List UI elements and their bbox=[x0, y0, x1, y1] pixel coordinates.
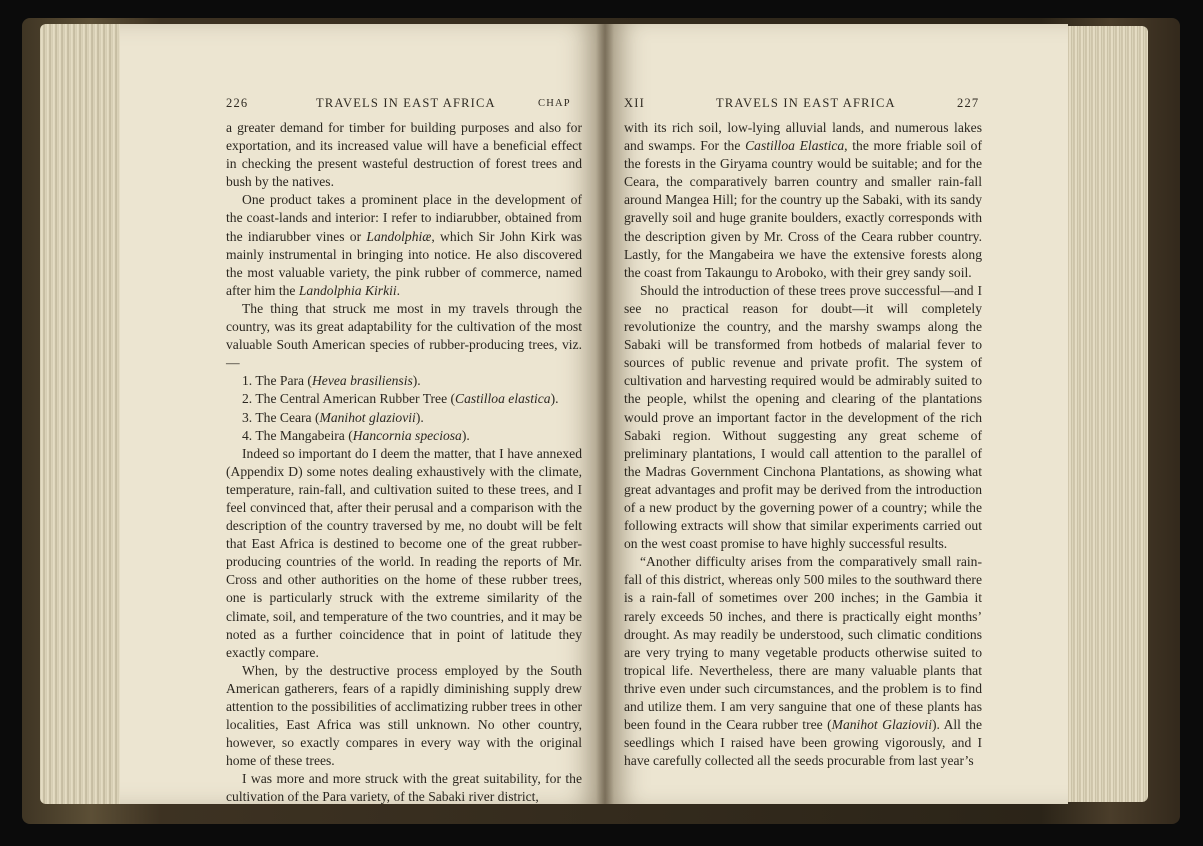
text-run: ). bbox=[461, 427, 470, 443]
right-page bbox=[606, 24, 1068, 804]
paragraph bbox=[226, 662, 582, 771]
paragraph bbox=[624, 282, 982, 553]
italic-term: Landolphiæ bbox=[366, 228, 432, 244]
book-gutter bbox=[596, 24, 614, 804]
right-running-title: TRAVELS IN EAST AFRICA bbox=[716, 96, 896, 110]
italic-term: Castilloa elastica bbox=[455, 391, 551, 407]
italic-term: Manihot glaziovii bbox=[319, 409, 416, 425]
text-run: ). bbox=[412, 373, 421, 389]
paragraph bbox=[226, 191, 582, 300]
text-run: ). bbox=[415, 409, 424, 425]
text-run: I was more and more struck with the great suitability, for the cultivation of the Para variety, of the Sabaki river district, bbox=[226, 771, 582, 804]
text-run: 2. The Central American Rubber Tree ( bbox=[242, 391, 456, 407]
list-item bbox=[226, 427, 582, 445]
text-run: with its rich soil, low-lying alluvial lands, and numerous lakes and swamps. For the bbox=[624, 120, 982, 154]
paragraph bbox=[226, 119, 582, 191]
italic-term: Castilloa Elastica bbox=[745, 138, 845, 154]
text-run: Should the introduction of these trees prove successful—and I see no practical reason for doubt—it will completely revolutionize the country, and the marshy swamps along the Sabaki will be transformed from hotbeds of malarial fever to sources of public revenue and private profit. The system of cultivation and harvesting required would be admirably suited to the people, whilst the opening and clearing of the plantations would prove an important factor in the development of the rich Sabaki region. Without suggesting any great scheme of preliminary plantations, I would call attention to the parallel of the Madras Government Cinchona Plantations, as showing what great advantages and profit may be derived from the introduction of a new product by the governing power of a country; while the following extracts will show that similar experiments carried out on the west coast promise to have highly successful results. bbox=[624, 282, 982, 552]
left-page-number: 226 bbox=[226, 96, 249, 110]
left-body-text bbox=[226, 119, 582, 804]
paragraph bbox=[226, 300, 582, 372]
paragraph bbox=[226, 770, 582, 804]
paragraph bbox=[624, 119, 982, 282]
list-item bbox=[226, 409, 582, 427]
text-run: Indeed so important do I deem the matter, that I have annexed (Appendix D) some notes dealing exhaustively with the climate, temperature, rain-fall, and cultivation suited to these trees, and I feel convinced that, after their perusal and a comparison with the description of the country traversed by me, no doubt will be felt that East Africa is destined to become one of the great rubber-producing countries of the world. In reading the reports of Mr. Cross and other authorities on the home of these rubber trees, one is particularly struck with the extreme similarity of the climate, soil, and temperature of the two countries, and it may be noted as a further coincidence that in point of latitude they exactly compare. bbox=[226, 445, 582, 660]
text-run: 3. The Ceara ( bbox=[242, 409, 320, 425]
italic-term: Manihot Glaziovii bbox=[831, 717, 932, 733]
list-item bbox=[226, 372, 582, 390]
left-page bbox=[120, 24, 606, 804]
italic-term: Landolphia Kirkii bbox=[298, 282, 397, 298]
left-chapter-marker: CHAP bbox=[538, 98, 571, 109]
text-run: , the more friable soil of the forests in the Giryama country would be suitable; and for the Ceara, the comparatively barren country and smaller rain-fall around Mangea Hill; for the country up the Sabaki, with its sandy gravelly soil and huge granite boulders, exactly corresponds with the description given by Mr. Cross of the Ceara rubber country. Lastly, for the Mangabeira we have the extensive forests along the coast from Takaungu to Aroboko, with their grey sandy soil. bbox=[624, 138, 982, 280]
list-item bbox=[226, 390, 582, 408]
text-run: 1. The Para ( bbox=[242, 373, 312, 389]
text-run: The thing that struck me most in my travels through the country, was its great adaptability for the cultivation of the most valuable South American species of rubber-producing trees, viz.— bbox=[226, 300, 582, 371]
text-run: a greater demand for timber for building purposes and also for exportation, and its increased value will have a beneficial effect in checking the present wasteful destruction of forest trees and bush by the natives. bbox=[226, 120, 582, 190]
text-run: , which Sir John Kirk was mainly instrumental in bringing into notice. He also discovered the most valuable variety, the pink rubber of commerce, named after him the bbox=[226, 228, 582, 298]
left-running-title: TRAVELS IN EAST AFRICA bbox=[316, 96, 496, 110]
italic-term: Hancornia speciosa bbox=[352, 427, 462, 443]
right-chapter-marker: XII bbox=[624, 96, 645, 110]
right-page-number: 227 bbox=[957, 96, 980, 110]
text-run: One product takes a prominent place in the development of the coast-lands and interior: I refer to indiarubber, obtained from the indiarubber vines or bbox=[226, 192, 582, 244]
paragraph bbox=[226, 445, 582, 662]
right-body-text bbox=[624, 119, 982, 770]
text-run: 4. The Mangabeira ( bbox=[242, 427, 353, 443]
text-run: ). All the seedlings which I raised have been growing vigorously, and I have carefully collected all the seeds procurable from last year’s bbox=[624, 717, 982, 769]
text-run: ). bbox=[550, 391, 559, 407]
text-run: When, by the destructive process employed by the South American gatherers, fears of a rapidly diminishing supply drew attention to the possibilities of acclimatizing rubber trees in other localities, East Africa was still unknown. No other country, however, so exactly compares in every way with the original home of these trees. bbox=[226, 662, 582, 769]
italic-term: Hevea brasiliensis bbox=[311, 373, 413, 389]
paragraph bbox=[624, 553, 982, 770]
text-run: “Another difficulty arises from the comparatively small rain-fall of this district, whereas only 500 miles to the southward there is a rain-fall of sometimes over 200 inches; in the Gambia it rarely exceeds 50 inches, and there is practically eight months’ drought. As may readily be understood, such climatic conditions are very trying to many vegetable products otherwise suited to tropical life. Nevertheless, there are many valuable plants that thrive even under such circumstances, and the problem is to find and utilize them. I am very sanguine that one of these plants has been found in the Ceara rubber tree ( bbox=[624, 554, 982, 733]
text-run: . bbox=[396, 282, 401, 298]
